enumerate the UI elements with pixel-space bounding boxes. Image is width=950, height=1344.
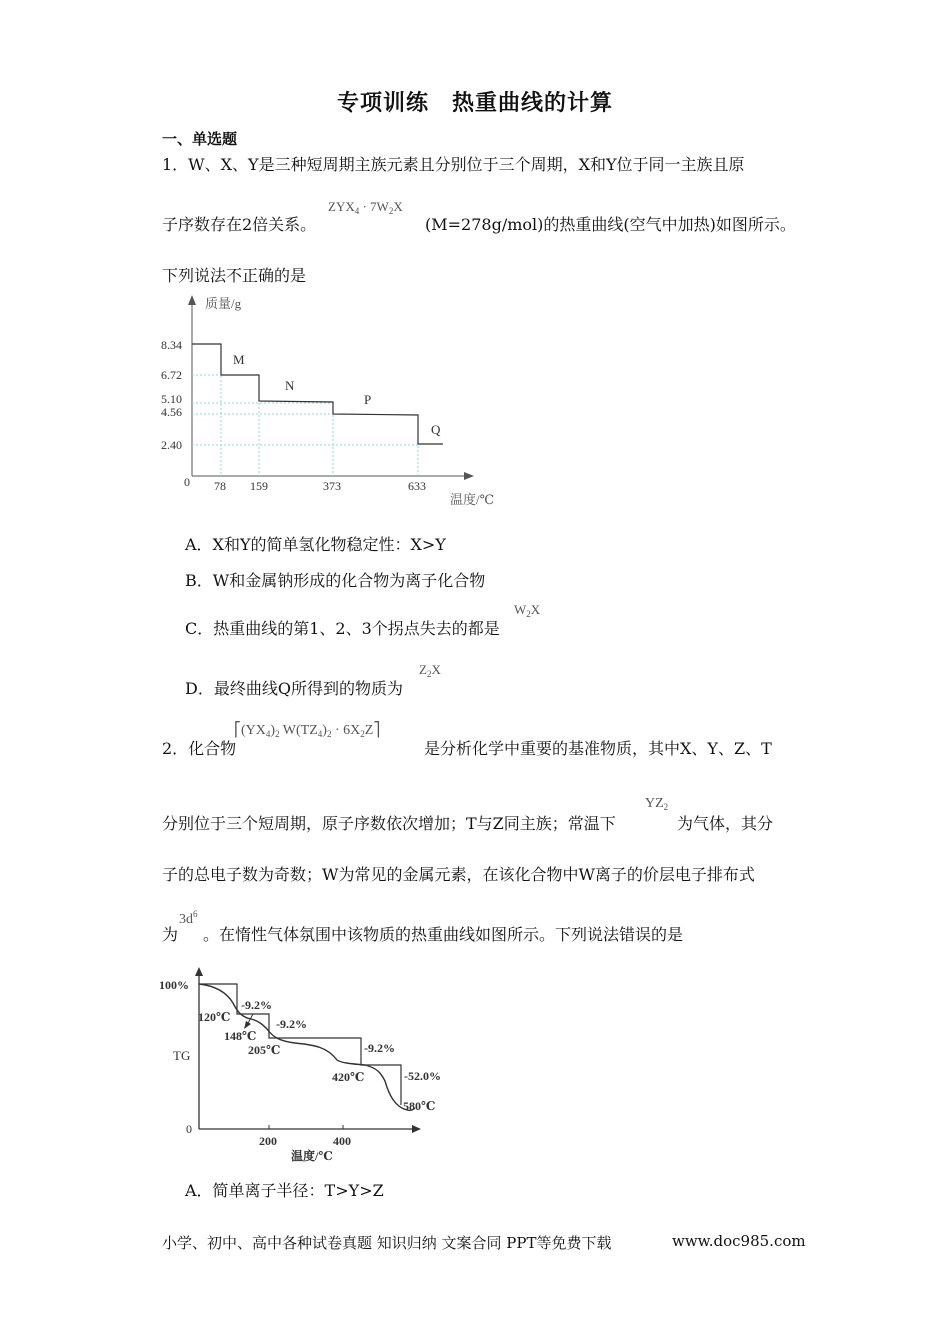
q1-ytick: 5.10 — [161, 392, 182, 406]
q1-line1: 1．W、X、Y是三种短周期主族元素且分别位于三个周期，X和Y位于同一主族且原 — [162, 155, 745, 174]
q2-arrowhead-148 — [244, 1021, 251, 1029]
q2-line4-b: 。在惰性气体氛围中该物质的热重曲线如图所示。下列说法错误的是 — [203, 925, 684, 944]
q1-origin: 0 — [184, 475, 190, 489]
q2-line4-a: 为 — [162, 925, 179, 944]
q2-formula: $⎡(YX_4)_2$ $W(TZ_4)_2$ · $6X_2Z⎤$ — [234, 723, 381, 739]
q1-xlabel: 温度/℃ — [450, 492, 495, 507]
q2-line3: 子的总电子数为奇数；W为常见的金属元素，在该化合物中W离子的价层电子排布式 — [162, 865, 755, 884]
q2-temp-label: 580℃ — [403, 1099, 436, 1113]
q1-line2-b: (M=278g/mol)的热重曲线(空气中加热)如图所示。 — [425, 215, 796, 234]
q1-y-axis-arrow — [188, 295, 196, 305]
q1-formula: $ZYX_4 \cdot 7W_2X$ — [328, 199, 403, 216]
q1-xtick: 373 — [323, 479, 341, 493]
q2-temp-label: 148℃ — [224, 1029, 257, 1043]
q1-option-d[interactable]: D．最终曲线Q所得到的物质为 — [185, 679, 403, 698]
q2-yzero: 0 — [186, 1122, 192, 1136]
q1-x-axis-arrow — [464, 472, 474, 480]
q2-xtick: 400 — [333, 1134, 351, 1148]
q2-y-axis-arrow — [195, 967, 203, 976]
q2-temp-label: 420℃ — [332, 1070, 365, 1084]
q1-option-b[interactable]: B．W和金属钠形成的化合物为离子化合物 — [185, 571, 486, 590]
q2-line2-formula: $YZ_2$ — [645, 796, 669, 812]
q1-ylabel: 质量/g — [205, 296, 242, 311]
q1-xtick: 633 — [408, 479, 426, 493]
q2-line1-b: 是分析化学中重要的基准物质，其中X、Y、Z、T — [424, 739, 772, 758]
q2-x-axis-arrow — [412, 1125, 421, 1133]
q1-option-a[interactable]: A．X和Y的简单氢化物稳定性：X>Y — [185, 535, 446, 554]
q1-thermogravimetric-chart — [155, 292, 515, 512]
q1-line3: 下列说法不正确的是 — [162, 266, 307, 285]
q2-thermogravimetric-chart — [155, 965, 465, 1165]
q2-line1-a: 2．化合物 — [162, 739, 237, 758]
q2-ytop: 100% — [159, 978, 189, 992]
q2-step-label: -9.2% — [364, 1041, 395, 1055]
q1-ytick: 6.72 — [161, 368, 182, 382]
q2-line2-b: 为气体，其分 — [677, 814, 774, 833]
footer-text: 小学、初中、高中各种试卷真题 知识归纳 文案合同 PPT等免费下载 — [162, 1234, 612, 1252]
q2-option-a[interactable]: A．简单离子半径：T>Y>Z — [185, 1181, 384, 1200]
q1-mass-curve — [192, 344, 443, 444]
q2-line4-formula: $3d^6$ — [179, 909, 198, 927]
q2-ylabel: TG — [173, 1048, 191, 1063]
footer-link[interactable]: www.doc985.com — [672, 1232, 806, 1250]
q1-xtick: 78 — [214, 479, 226, 493]
q2-temp-label: 120℃ — [198, 1010, 231, 1024]
q2-temp-label: 205℃ — [248, 1043, 281, 1057]
q2-step-label: -9.2% — [276, 1017, 307, 1031]
q1-ytick: 8.34 — [161, 338, 182, 352]
q2-line2-a: 分别位于三个短周期，原子序数依次增加；T与Z同主族；常温下 — [162, 814, 616, 833]
q1-line2-a: 子序数存在2倍关系。 — [162, 215, 317, 234]
q2-step-label: -9.2% — [241, 998, 272, 1012]
q1-label-m: M — [233, 352, 245, 367]
q1-label-p: P — [364, 392, 372, 407]
q1-xtick: 159 — [250, 479, 268, 493]
q2-xlabel: 温度/℃ — [291, 1149, 333, 1163]
q1-option-c-formula: $W_2X$ — [514, 602, 541, 619]
q2-step-label: -52.0% — [404, 1069, 441, 1083]
q1-option-d-formula: $Z_2X$ — [419, 662, 441, 679]
q1-label-q: Q — [431, 422, 441, 437]
page-title: 专项训练 热重曲线的计算 — [336, 90, 613, 116]
q1-option-c[interactable]: C．热重曲线的第1、2、3个拐点失去的都是 — [185, 619, 500, 638]
q1-label-n: N — [285, 378, 295, 393]
q2-xtick: 200 — [259, 1134, 277, 1148]
q1-ytick: 2.40 — [161, 438, 182, 452]
q1-ytick: 4.56 — [161, 405, 182, 419]
section-heading: 一、单选题 — [162, 130, 238, 148]
